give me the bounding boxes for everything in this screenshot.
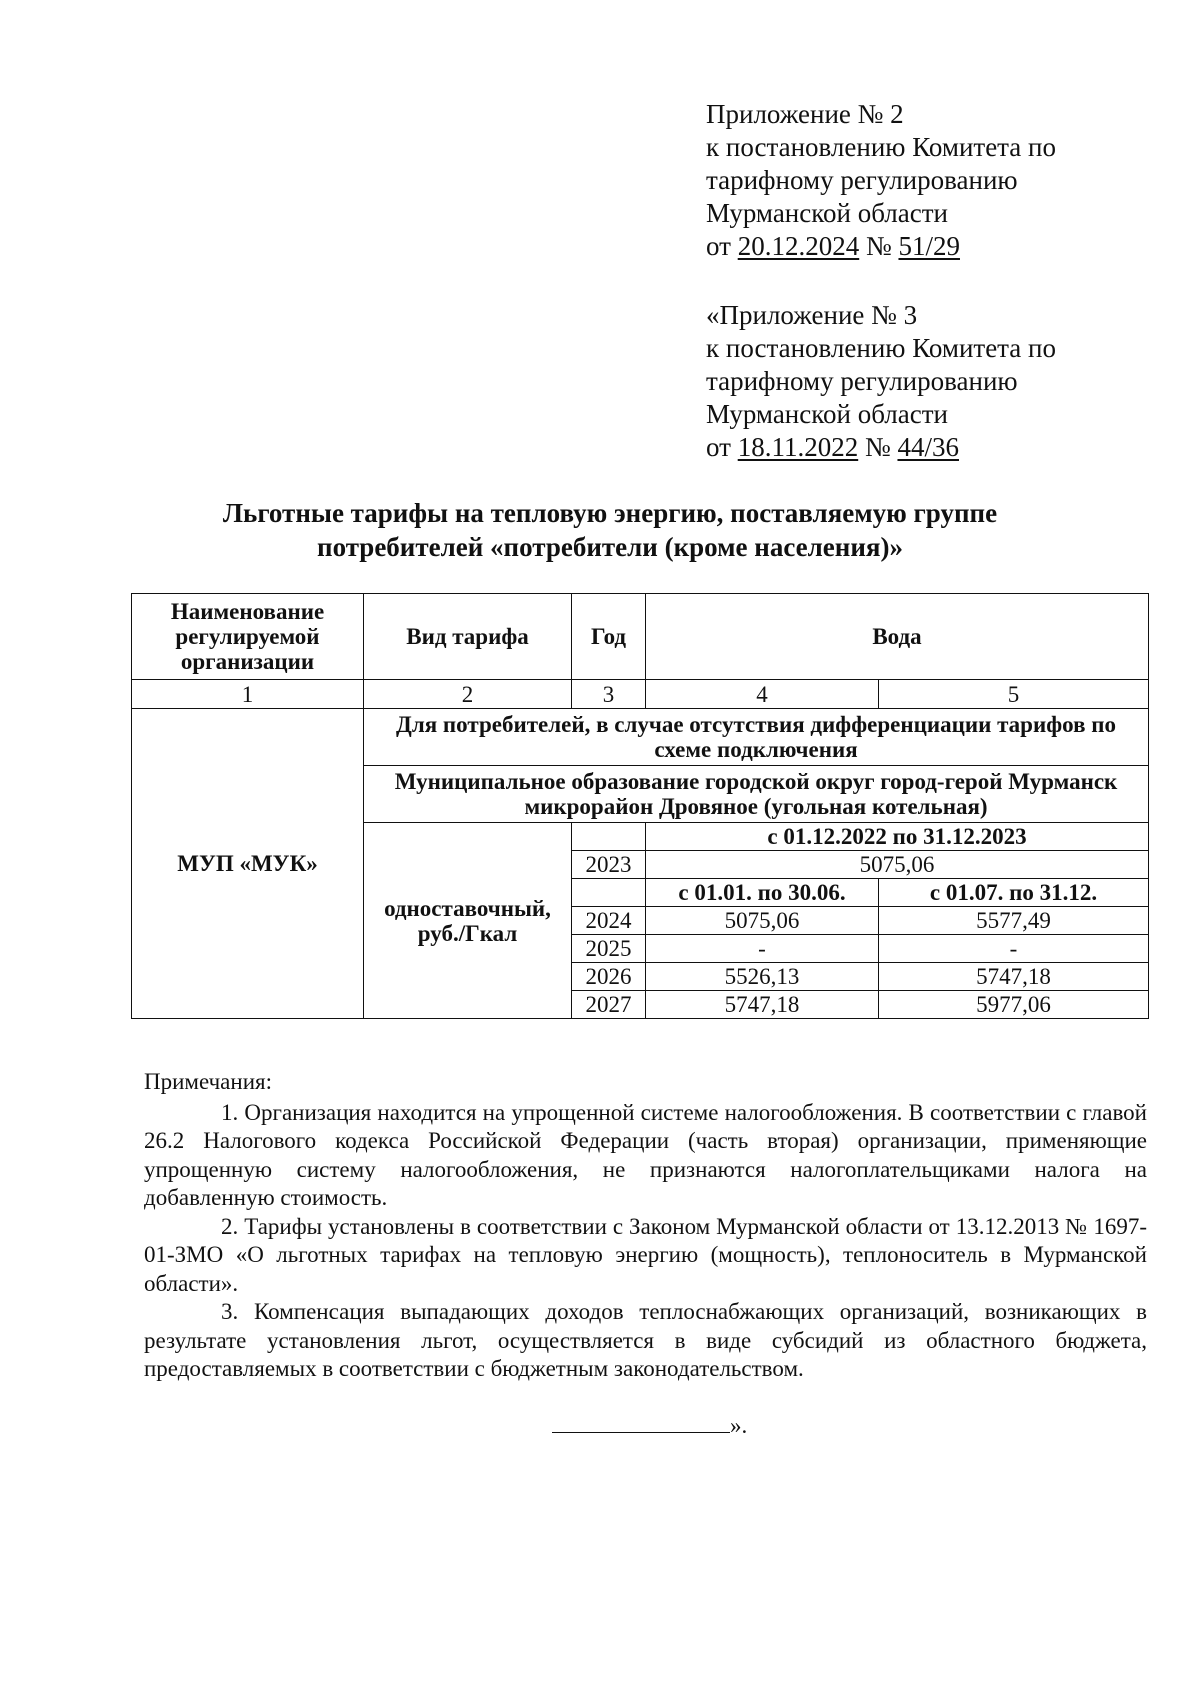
tariff-kind-cell: одноставочный, руб./Гкал [364,823,572,1019]
value-cell: 5577,49 [879,907,1149,935]
col-number: 3 [572,680,646,709]
appendix-line: Приложение № 2 [706,99,904,129]
empty-year-cell [572,879,646,907]
header-org: Наименование регулируемой организации [132,594,364,680]
value-cell: - [646,935,879,963]
date-prefix: от [706,432,738,462]
value-cell: - [879,935,1149,963]
appendix-line: к постановлению Комитета по [706,333,1056,363]
resolution-date: 20.12.2024 [737,231,860,261]
year-cell: 2026 [572,963,646,991]
header-tariff-type: Вид тарифа [364,594,572,680]
appendix-header-amended [706,299,1056,464]
tariff-table [131,593,1149,1019]
value-cell: 5747,18 [646,991,879,1019]
value-cell: 5075,06 [646,907,879,935]
col-number: 5 [879,680,1149,709]
value-cell: 5977,06 [879,991,1149,1019]
appendix-header-current [706,98,1056,263]
half2-header-cell: с 01.07. по 31.12. [879,879,1149,907]
closing-mark [552,1412,747,1439]
document-title [140,496,1080,564]
notes-section [144,1068,1147,1384]
year-cell: 2024 [572,907,646,935]
period-2023-cell: с 01.12.2022 по 31.12.2023 [646,823,1149,851]
value-cell: 5747,18 [879,963,1149,991]
closing-quote: ». [730,1413,748,1438]
date-prefix: от [706,231,738,261]
col-number: 2 [364,680,572,709]
org-name-cell: МУП «МУК» [132,709,364,1019]
condition-cell: Для потребителей, в случае отсутствия дифференциации тарифов по схеме подключения [364,709,1149,766]
appendix-date-line [706,431,1056,464]
header-water: Вода [646,594,1149,680]
empty-year-cell [572,823,646,851]
appendix-line: Мурманской области [706,198,948,228]
appendix-line: тарифному регулированию [706,165,1018,195]
note-item: 2. Тарифы установлены в соответствии с Законом Мурманской области от 13.12.2013 № 1697-01-ЗМО «О льготных тарифах на тепловую энергию (мощность), теплоноситель в Мурманской области». [144,1213,1147,1296]
number-prefix: № [859,231,899,261]
appendix-line: к постановлению Комитета по [706,132,1056,162]
title-line: Льготные тарифы на тепловую энергию, поставляемую группе [222,498,998,528]
half1-header-cell: с 01.01. по 30.06. [646,879,879,907]
notes-heading: Примечания: [144,1069,272,1094]
municipality-cell: Муниципальное образование городской округ город-герой Мурманск микрорайон Дровяное (угольная котельная) [364,766,1149,823]
table-row [132,709,1149,766]
appendix-line: тарифному регулированию [706,366,1018,396]
year-cell: 2023 [572,851,646,879]
header-year: Год [572,594,646,680]
year-cell: 2027 [572,991,646,1019]
table-header-row [132,594,1149,680]
appendix-date-line [706,230,1056,263]
note-item: 1. Организация находится на упрощенной системе налогообложения. В соответствии с главой 26.2 Налогового кодекса Российской Федерации (часть вторая) организации, применяющие упрощенную систему налогообложения, не признаются налогоплательщиками налога на добавленную стоимость. [144,1099,1147,1210]
title-line: потребителей «потребители (кроме населения)» [317,532,903,562]
closing-underline [552,1412,730,1433]
note-item: 3. Компенсация выпадающих доходов теплоснабжающих организаций, возникающих в результате установления льгот, осуществляется в виде субсидий из областного бюджета, предоставляемых в соответствии с бюджетным законодательством. [144,1299,1147,1381]
value-cell: 5075,06 [646,851,1149,879]
number-prefix: № [858,432,898,462]
value-cell: 5526,13 [646,963,879,991]
appendix-line: Мурманской области [706,399,948,429]
year-cell: 2025 [572,935,646,963]
column-number-row [132,680,1149,709]
resolution-date: 18.11.2022 [737,432,859,462]
resolution-number: 51/29 [898,231,960,261]
resolution-number: 44/36 [897,432,959,462]
appendix-line: «Приложение № 3 [706,300,918,330]
col-number: 1 [132,680,364,709]
col-number: 4 [646,680,879,709]
